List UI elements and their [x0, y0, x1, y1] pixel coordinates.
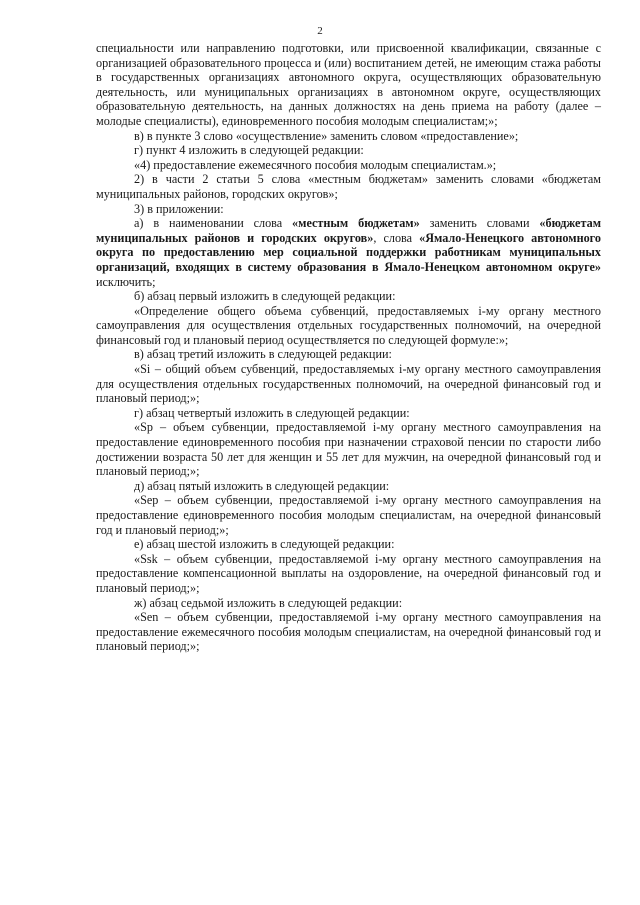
bold-run: «местным бюджетам»: [292, 216, 420, 231]
bold-run: «бюджетам муниципальных районов и городских округов»: [96, 216, 601, 245]
paragraph-quote-4: «4) предоставление ежемесячного пособия молодым специалистам.»;: [134, 157, 497, 172]
paragraph-quote-sep: «Sep – объем субвенции, предоставляемой i-му органу местного самоуправления на предоставление единовременного пособия молодым специалистам, на очередной финансовый год и плановый период;»;: [96, 493, 601, 537]
paragraph-item-a: [96, 216, 601, 289]
bold-run: «Ямало-Ненецкого автономного округа по предоставлению мер социальной поддержки работникам муниципальных организаций, входящих в систему образования в Ямало-Ненецком автономном округе»: [96, 230, 602, 274]
document-body: [96, 41, 601, 654]
paragraph-item-g2: г) абзац четвертый изложить в следующей редакции:: [134, 405, 410, 420]
text-run: , слова: [373, 230, 420, 245]
paragraph-continuation: специальности или направлению подготовки, или присвоенной квалификации, связанные с организацией образовательного процесса и (или) воспитанием детей, не имеющим стажа работы в государственных организациях автономного округа, осуществляющих образовательную деятельность, или муниципальных организациях в автономном округе, осуществляющих образовательную деятельность, на данных должностях на день приема на работу (далее – молодые специалисты), единовременного пособия молодым специалистам;»;: [96, 41, 601, 128]
paragraph-item-g: г) пункт 4 изложить в следующей редакции:: [134, 143, 364, 158]
paragraph-item-2: 2) в части 2 статьи 5 слова «местным бюджетам» заменить словами «бюджетам муниципальных районов, городских округов»;: [96, 172, 601, 201]
paragraph-item-v: в) в пункте 3 слово «осуществление» заменить словом «предоставление»;: [134, 128, 519, 143]
paragraph-quote-sp: «Sp – объем субвенции, предоставляемой i-му органу местного самоуправления на предоставление единовременного пособия при назначении страховой пенсии по старости либо достижении возраста 50 лет для женщин и 55 лет для мужчин, на очередной финансовый год и плановый период;»;: [96, 420, 601, 479]
paragraph-quote-si: «Si – общий объем субвенций, предоставляемых i-му органу местного самоуправления для осуществления отдельных государственных полномочий, на очередной финансовый год и плановый период;»;: [96, 362, 601, 406]
paragraph-item-d: д) абзац пятый изложить в следующей редакции:: [134, 478, 390, 493]
paragraph-item-zh: ж) абзац седьмой изложить в следующей редакции:: [134, 595, 403, 610]
paragraph-quote-ssk: «Ssk – объем субвенции, предоставляемой i-му органу местного самоуправления на предоставление компенсационной выплаты на оздоровление, на очередной финансовый год и плановый период;»;: [96, 551, 601, 595]
text-run: а) в наименовании слова: [134, 216, 293, 231]
paragraph-quote-formula: «Определение общего объема субвенций, предоставляемых i-му органу местного самоуправления для осуществления отдельных государственных полномочий, на очередной финансовый год и плановый период осуществляется по следующей формуле:»;: [96, 303, 601, 347]
text-run: заменить словами: [419, 216, 540, 231]
paragraph-item-3: 3) в приложении:: [134, 201, 224, 216]
text-run: исключить;: [96, 274, 156, 289]
paragraph-item-b: б) абзац первый изложить в следующей редакции:: [134, 289, 396, 304]
paragraph-item-v2: в) абзац третий изложить в следующей редакции:: [134, 347, 392, 362]
paragraph-quote-sen: «Sen – объем субвенции, предоставляемой i-му органу местного самоуправления на предоставление ежемесячного пособия молодым специалистам, на очередной финансовый год и плановый период;»;: [96, 610, 601, 654]
page-number: 2: [317, 25, 323, 37]
paragraph-item-e: е) абзац шестой изложить в следующей редакции:: [134, 537, 395, 552]
